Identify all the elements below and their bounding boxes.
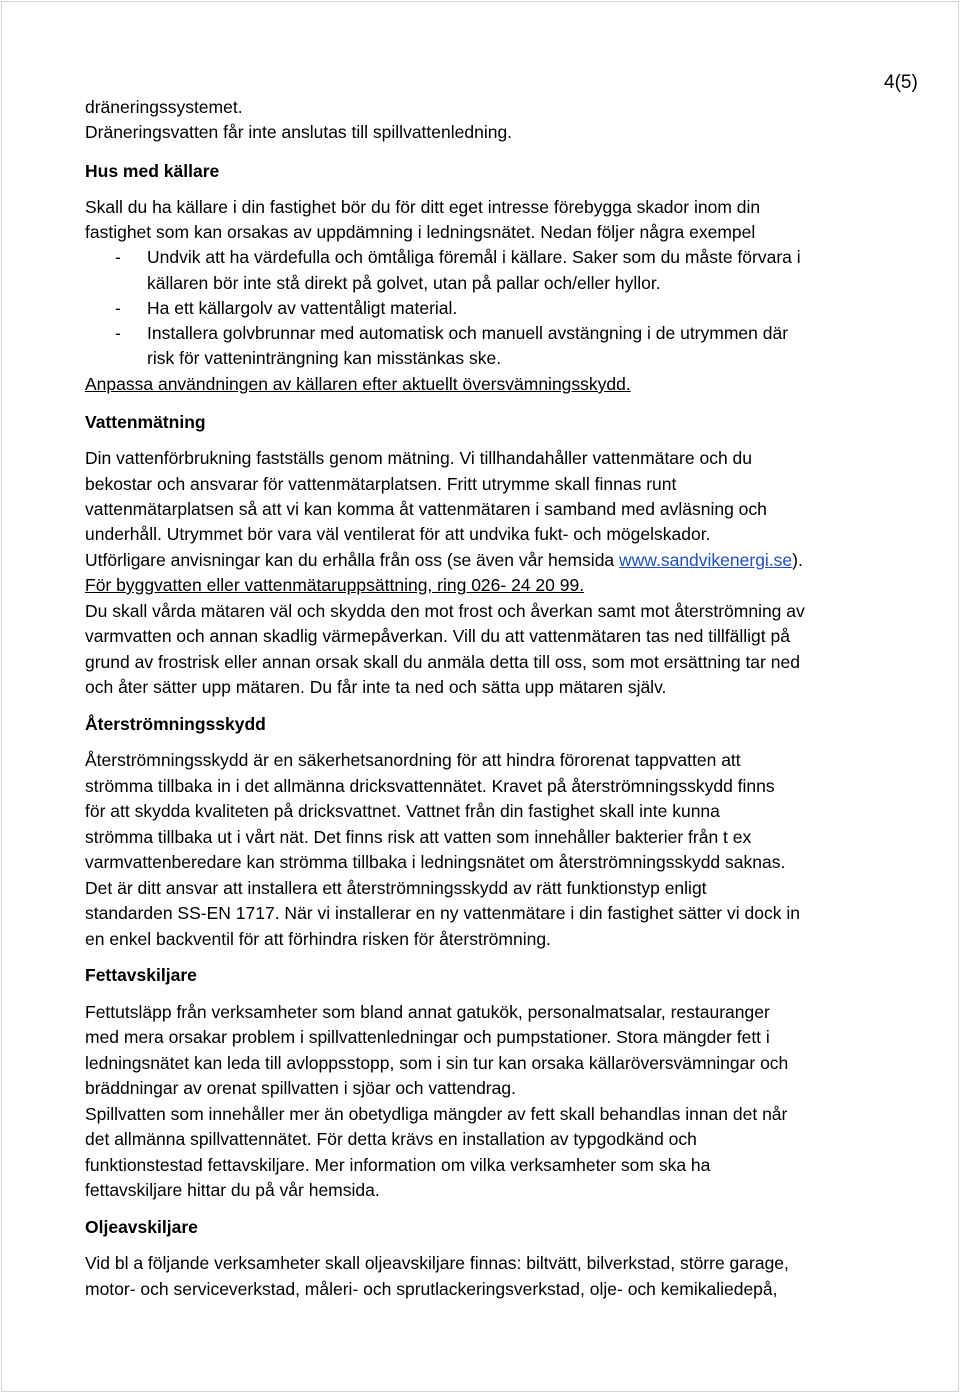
intro-line-1: dräneringssystemet. [85,97,243,117]
heading-hus-med-kallare: Hus med källare [85,161,220,181]
list-item: Installera golvbrunnar med automatisk och manuell avstängning i de utrymmen där [147,323,789,343]
matning-line: underhåll. Utrymmet bör vara väl ventilerat för att undvika fukt- och mögelskador. [85,524,711,544]
fett-line: Spillvatten som innehåller mer än obetydliga mängder av fett skall behandlas innan det når [85,1104,788,1124]
list-dash: - [115,247,121,267]
fett-line: fettavskiljare hittar du på vår hemsida. [85,1180,380,1200]
aterstromning-line: strömma tillbaka in i det allmänna dricksvattennätet. Kravet på återströmningsskydd finns [85,776,775,796]
aterstromning-line: Återströmningsskydd är en säkerhetsanordning för att hindra förorenat tappvatten att [85,750,741,770]
aterstromning-line: strömma tillbaka ut i vårt nät. Det finns risk att vatten som innehåller bakterier från t ex [85,827,752,847]
heading-vattenmatning: Vattenmätning [85,412,206,432]
fett-line: med mera orsakar problem i spillvattenledningar och pumpstationer. Stora mängder fett i [85,1027,770,1047]
aterstromning-line: för att skydda kvaliteten på dricksvattnet. Vattnet från din fastighet skall inte kunna [85,801,720,821]
matning-line: Du skall vårda mätaren väl och skydda den mot frost och åverkan samt mot återströmning av [85,601,805,621]
olja-line: motor- och serviceverkstad, måleri- och sprutlackeringsverkstad, olje- och kemikaliedepå, [85,1279,778,1299]
matning-line: Din vattenförbrukning fastställs genom mätning. Vi tillhandahåller vattenmätare och du [85,448,752,468]
kallare-underlined-note: Anpassa användningen av källaren efter aktuellt översvämningsskydd. [85,374,631,394]
fett-line: Fettutsläpp från verksamheter som bland annat gatukök, personalmatsalar, restauranger [85,1002,770,1022]
matning-text: ). [792,550,803,570]
aterstromning-line: Det är ditt ansvar att installera ett återströmningsskydd av rätt funktionstyp enligt [85,878,707,898]
fett-line: det allmänna spillvattennätet. För detta krävs en installation av typgodkänd och [85,1129,697,1149]
matning-text: Utförligare anvisningar kan du erhålla från oss (se även vår hemsida [85,550,620,570]
fett-line: funktionstestad fettavskiljare. Mer information om vilka verksamheter som ska ha [85,1155,711,1175]
fett-line: bräddningar av orenat spillvatten i sjöar och vattendrag. [85,1078,516,1098]
matning-line: grund av frostrisk eller annan orsak skall du anmäla detta till oss, som mot ersättning tar ned [85,652,800,672]
intro-line-2: Dräneringsvatten får inte anslutas till spillvattenledning. [85,122,513,142]
matning-line: bekostar och ansvarar för vattenmätarplatsen. Fritt utrymme skall finnas runt [85,474,677,494]
matning-phone-note: För byggvatten eller vattenmätaruppsättning, ring 026- 24 20 99. [85,575,585,595]
matning-line-with-link [85,549,803,571]
heading-fettavskiljare: Fettavskiljare [85,965,197,985]
olja-line: Vid bl a följande verksamheter skall oljeavskiljare finnas: biltvätt, bilverkstad, större garage, [85,1253,789,1273]
website-link[interactable]: www.sandvikenergi.se [619,550,793,570]
kallare-paragraph-line: fastighet som kan orsakas av uppdämning i ledningsnätet. Nedan följer några exempel [85,222,756,242]
matning-line: och åter sätter upp mätaren. Du får inte ta ned och sätta upp mätaren själv. [85,677,667,697]
matning-line: varmvatten och annan skadlig värmepåverkan. Vill du att vattenmätaren tas ned tillfälligt på [85,626,790,646]
aterstromning-line: standarden SS-EN 1717. När vi installerar en ny vattenmätare i din fastighet sätter vi dock in [85,903,800,923]
matning-line: vattenmätarplatsen så att vi kan komma åt vattenmätaren i samband med avläsning och [85,499,767,519]
list-item-continued: källaren bör inte stå direkt på golvet, utan på pallar och/eller hyllor. [147,273,661,293]
page-number: 4(5) [884,72,918,93]
list-item: Undvik att ha värdefulla och ömtåliga föremål i källare. Saker som du måste förvara i [147,247,801,267]
list-item-continued: risk för vatteninträngning kan misstänkas ske. [147,348,502,368]
list-dash: - [115,298,121,318]
fett-line: ledningsnätet kan leda till avloppsstopp, som i sin tur kan orsaka källaröversvämningar och [85,1053,789,1073]
heading-aterstromningsskydd: Återströmningsskydd [85,714,266,734]
aterstromning-line: en enkel backventil för att förhindra risken för återströmning. [85,929,551,949]
heading-oljeavskiljare: Oljeavskiljare [85,1217,198,1237]
list-item: Ha ett källargolv av vattentåligt material. [147,298,458,318]
list-dash: - [115,323,121,343]
aterstromning-line: varmvattenberedare kan strömma tillbaka i ledningsnätet om återströmningsskydd saknas. [85,852,786,872]
kallare-paragraph-line: Skall du ha källare i din fastighet bör du för ditt eget intresse förebygga skador inom din [85,197,761,217]
